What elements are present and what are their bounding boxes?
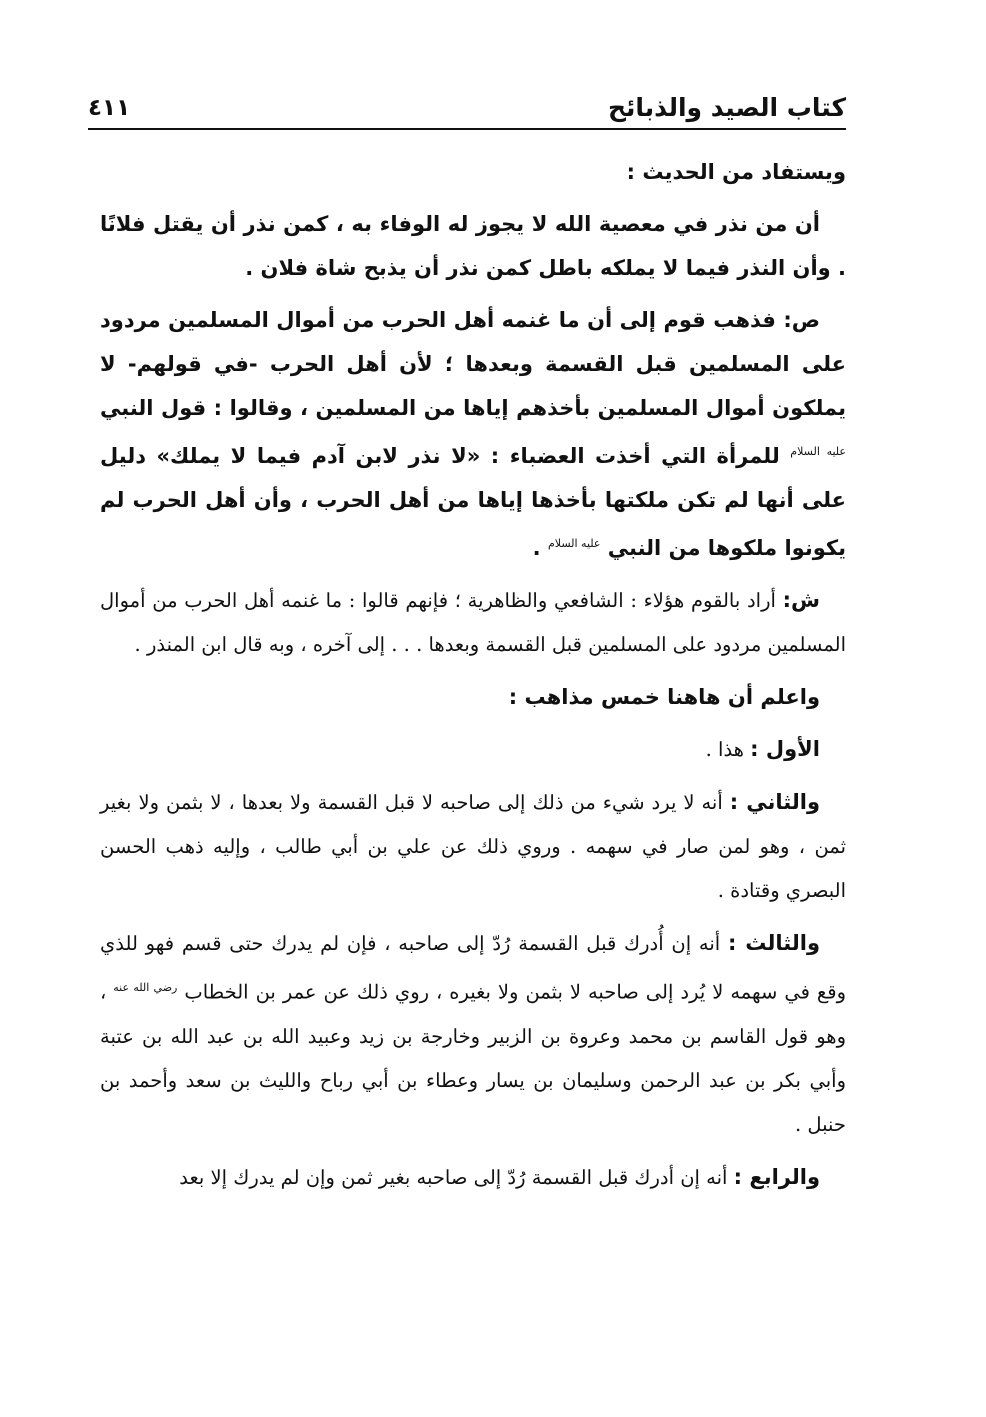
madhhab-first-label: الأول : [750, 737, 820, 761]
heading-hadith-benefits: ويستفاد من الحديث : [626, 160, 846, 184]
madhhab-first [100, 727, 846, 772]
matn-label: ص: [783, 308, 820, 332]
madhhab-third-label: والثالث : [728, 931, 821, 955]
madhhab-third [100, 921, 846, 1147]
madhhab-second-label: والثاني : [729, 790, 821, 814]
page-body [100, 150, 846, 1208]
madhhab-third-text-part-2: ، وهو قول القاسم بن محمد وعروة بن الزبير وخارجة بن زيد وعبيد الله بن عبد الله بن عتبة وأبي بكر بن عبد الرحمن وسليمان بن يسار وعطاء بن أبي رباح والليث بن سعد وأحمد بن حنبل . [100, 980, 846, 1136]
honorific-mark: عليه السلام [547, 537, 601, 550]
madhhab-second [100, 780, 846, 913]
madhhab-third-text-part-1: أنه إن أُدرك قبل القسمة رُدّ إلى صاحبه ، فإن لم يدرك حتى قسم فهو للذي وقع في سهمه لا يُرد إلى صاحبه لا بثمن ولا بغيره ، روي ذلك عن عمر بن الخطاب [100, 932, 847, 1004]
madhhab-second-text: أنه لا يرد شيء من ذلك إلى صاحبه لا قبل القسمة ولا بعدها ، لا بثمن ولا بغير ثمن ، وهو لمن صار في سهمه . وروي ذلك عن علي بن أبي طالب ، وإليه ذهب الحسن البصري وقتادة . [100, 791, 846, 902]
hadith-benefit-paragraph: أن من نذر في معصية الله لا يجوز له الوفاء به ، كمن نذر أن يقتل فلانًا . وأن النذر فيما لا يملكه باطل كمن نذر أن يذبح شاة فلان . [100, 212, 846, 280]
sharh-label: ش: [782, 588, 820, 612]
honorific-mark: رضي الله عنه [113, 981, 178, 994]
page-header [88, 84, 846, 130]
heading-madhahib: واعلم أن هاهنا خمس مذاهب : [508, 685, 820, 709]
running-title: كتاب الصيد والذبائح [607, 93, 846, 122]
matn-text-part-1: فذهب قوم إلى أن ما غنمه أهل الحرب من أموال المسلمين مردود على المسلمين قبل القسمة وبعدها ؛ لأن أهل الحرب -في قولهم- لا يملكون أموال المسلمين بأخذهم إياها من المسلمين ، وقالوا : قول النبي [100, 308, 846, 420]
madhhab-fourth [100, 1155, 846, 1200]
sharh-paragraph [100, 578, 846, 667]
matn-text-end: . [532, 536, 541, 560]
matn-text-part-2: للمرأة التي أخذت العضباء : «لا نذر لابن آدم فيما لا يملك» دليل على أنها لم تكن ملكتها بأخذها إياها من أهل الحرب ، وأن أهل الحرب لم يكونوا ملكوها من النبي [100, 444, 846, 560]
honorific-mark: عليه السلام [790, 445, 847, 458]
matn-paragraph [100, 298, 846, 570]
sharh-text: أراد بالقوم هؤلاء : الشافعي والظاهرية ؛ فإنهم قالوا : ما غنمه أهل الحرب من أموال المسلمين مردود على المسلمين قبل القسمة وبعدها . . . إلى آخره ، وبه قال ابن المنذر . [100, 589, 846, 656]
madhhab-first-text: هذا . [705, 738, 744, 761]
madhhab-fourth-label: والرابع : [733, 1164, 820, 1189]
madhhab-fourth-text: أنه إن أدرك قبل القسمة رُدّ إلى صاحبه بغير ثمن وإن لم يدرك إلا بعد [179, 1165, 728, 1189]
page-number: ٤١١ [88, 95, 131, 121]
